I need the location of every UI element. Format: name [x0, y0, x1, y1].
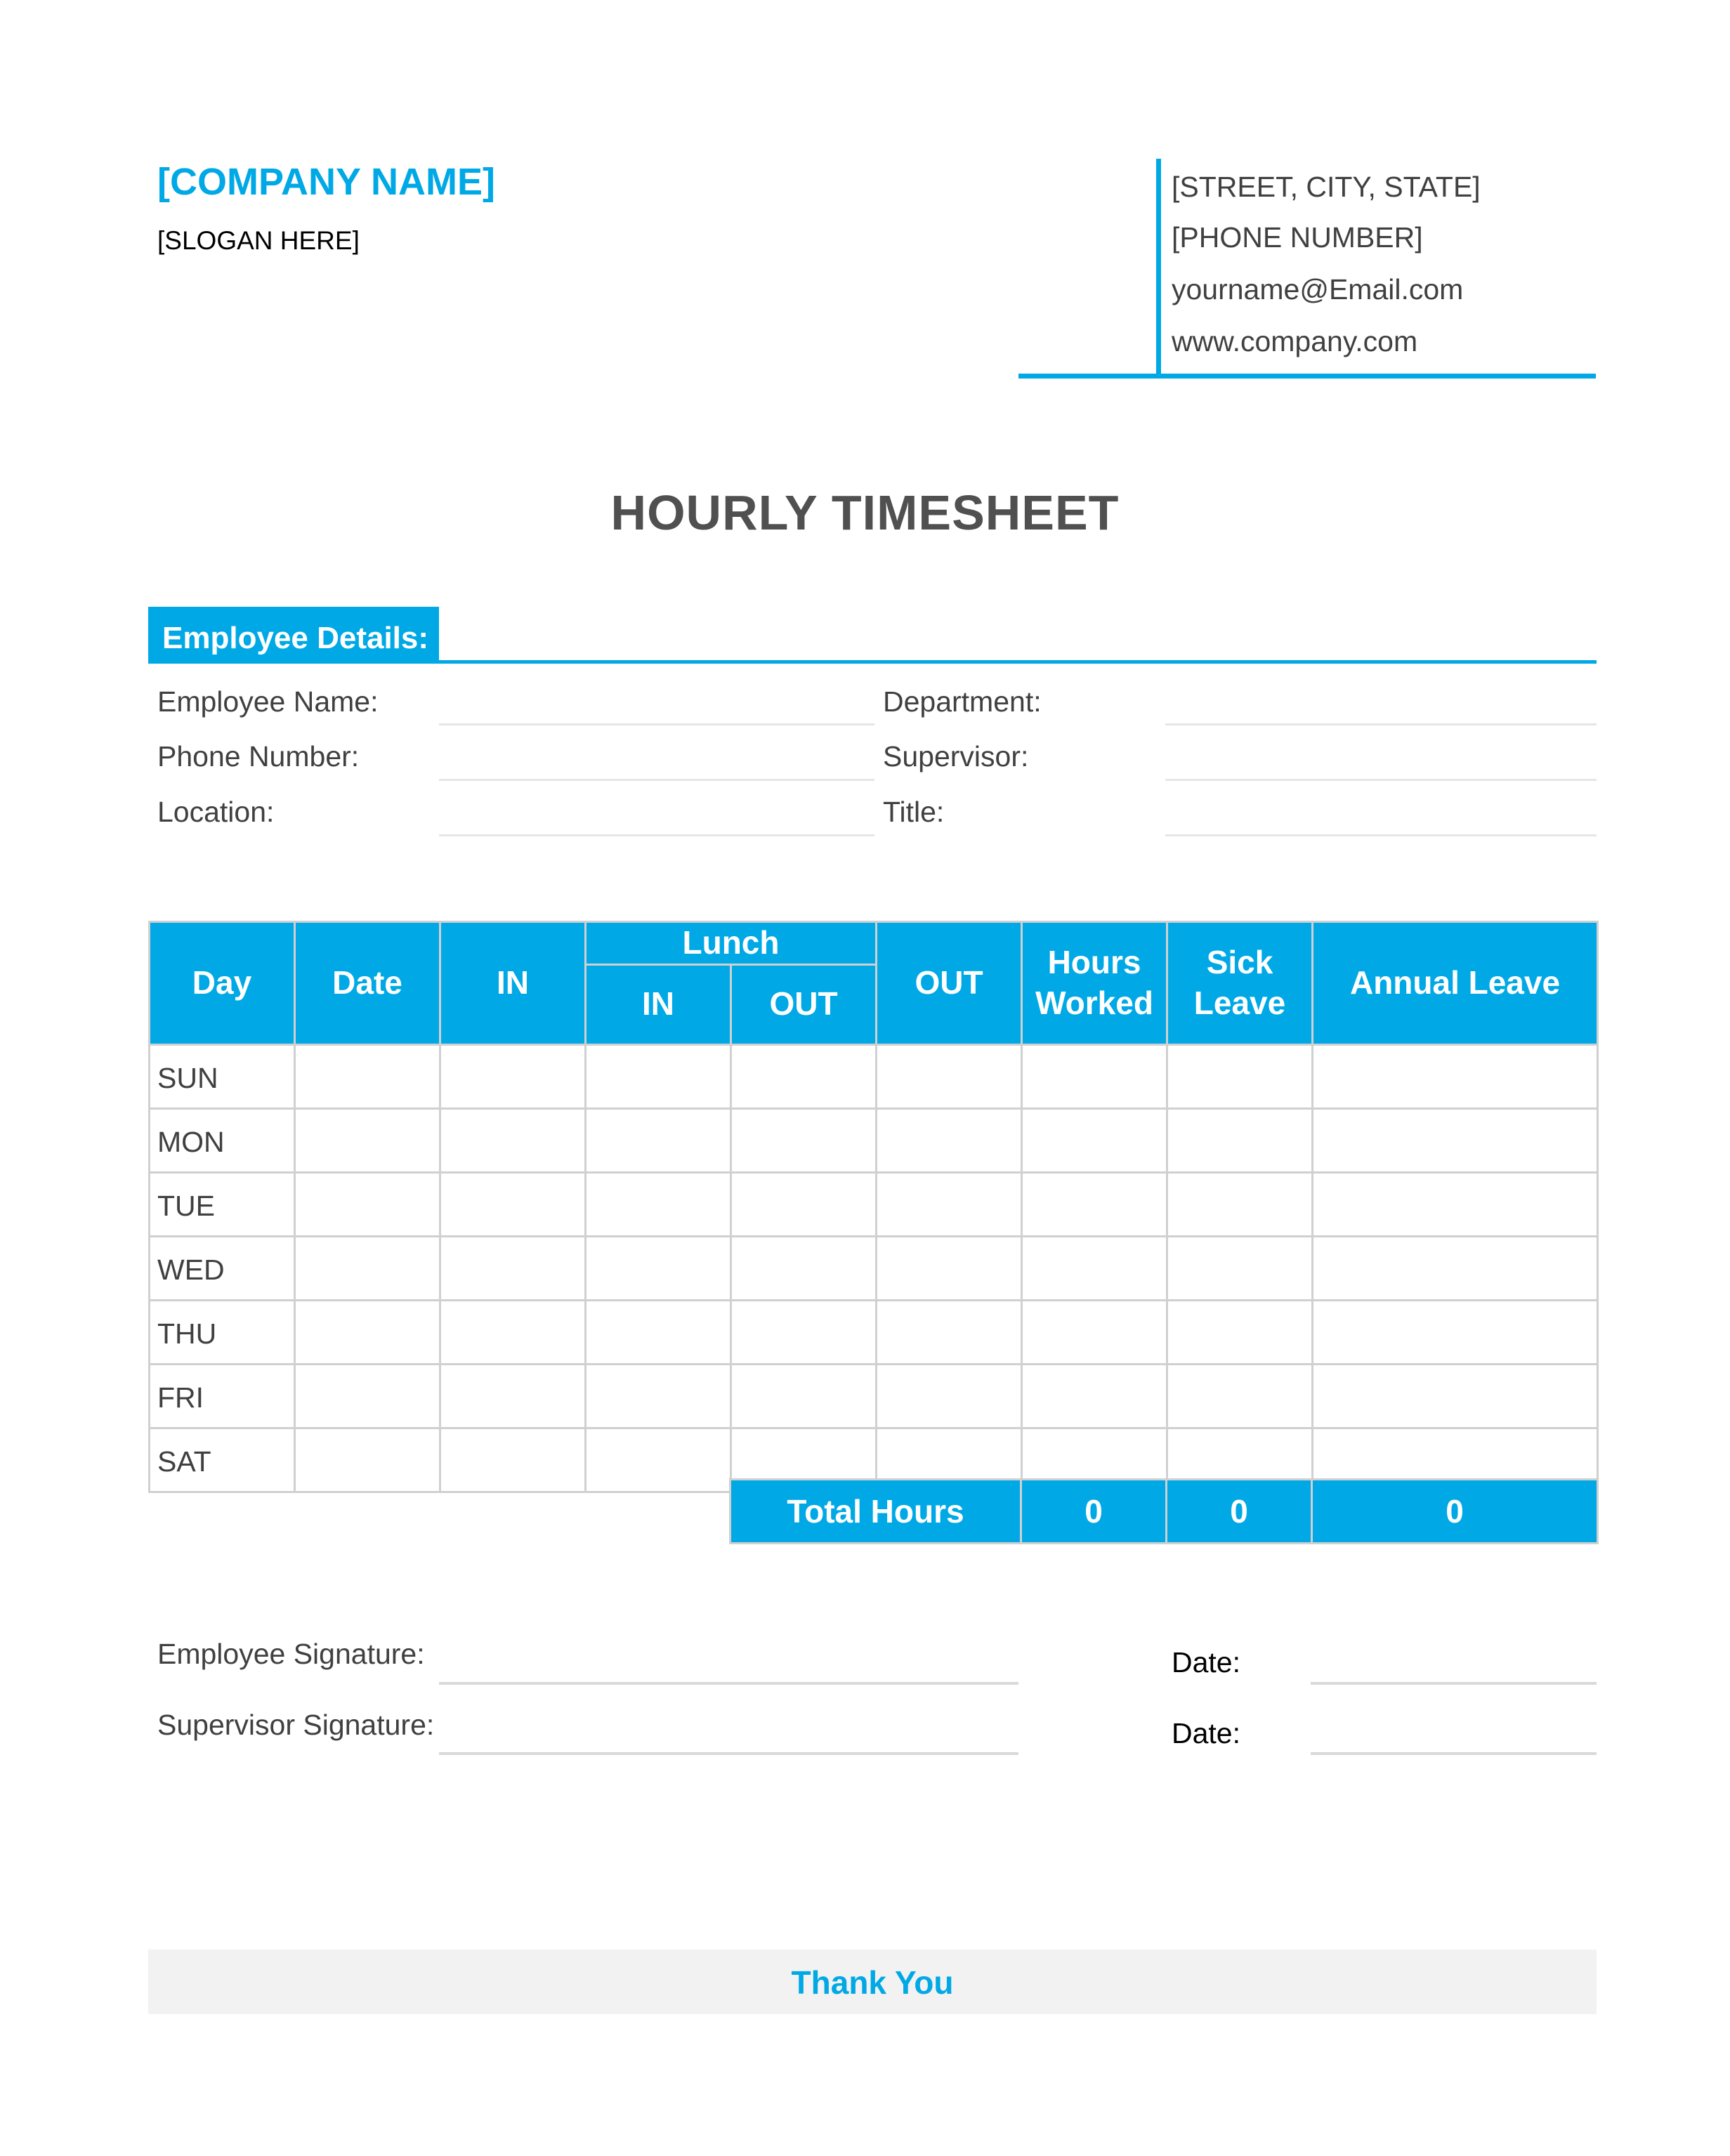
out-cell[interactable] [877, 1044, 1022, 1108]
location-field[interactable] [439, 834, 874, 836]
timesheet-table [148, 921, 1599, 1493]
sick-leave-cell[interactable] [1167, 1044, 1313, 1108]
table-row [150, 1300, 1598, 1364]
title-field[interactable] [1165, 834, 1597, 836]
supervisor-signature-label: Supervisor Signature: [157, 1709, 435, 1741]
total-sick-leave: 0 [1167, 1480, 1312, 1544]
lunch-in-cell[interactable] [586, 1428, 731, 1492]
employee-date-field[interactable] [1311, 1682, 1597, 1685]
day-cell: SUN [150, 1044, 295, 1108]
supervisor-label: Supervisor: [883, 740, 1029, 773]
lunch-in-cell[interactable] [586, 1108, 731, 1172]
header-sick-leave-line2: Leave [1193, 984, 1286, 1021]
hours-worked-cell[interactable] [1022, 1236, 1167, 1300]
out-cell[interactable] [877, 1236, 1022, 1300]
lunch-out-cell[interactable] [731, 1044, 877, 1108]
out-cell[interactable] [877, 1300, 1022, 1364]
contact-address: [STREET, CITY, STATE] [1172, 171, 1481, 203]
in-cell[interactable] [440, 1108, 586, 1172]
header-hours-worked [1022, 922, 1167, 1045]
page-title: HOURLY TIMESHEET [610, 485, 1120, 540]
out-cell[interactable] [877, 1172, 1022, 1236]
in-cell[interactable] [440, 1172, 586, 1236]
lunch-out-cell[interactable] [731, 1172, 877, 1236]
hours-worked-cell[interactable] [1022, 1044, 1167, 1108]
total-hours-label: Total Hours [730, 1480, 1021, 1544]
header-lunch-out: OUT [731, 964, 877, 1044]
header-hours-worked-line2: Worked [1035, 984, 1153, 1021]
out-cell[interactable] [877, 1108, 1022, 1172]
contact-divider-vertical [1156, 159, 1161, 378]
header-day: Day [150, 922, 295, 1045]
employee-details-rule [148, 660, 1597, 664]
employee-signature-label: Employee Signature: [157, 1638, 425, 1670]
footer-thank-you: Thank You [791, 1964, 954, 2001]
employee-name-field[interactable] [439, 723, 874, 725]
date-cell[interactable] [295, 1044, 440, 1108]
table-row [150, 1172, 1598, 1236]
in-cell[interactable] [440, 1236, 586, 1300]
hours-worked-cell[interactable] [1022, 1108, 1167, 1172]
header-annual-leave: Annual Leave [1313, 922, 1598, 1045]
location-label: Location: [157, 796, 275, 828]
supervisor-field[interactable] [1165, 779, 1597, 781]
annual-leave-cell[interactable] [1313, 1300, 1598, 1364]
annual-leave-cell[interactable] [1313, 1172, 1598, 1236]
employee-name-label: Employee Name: [157, 685, 379, 718]
department-label: Department: [883, 685, 1042, 718]
sick-leave-cell[interactable] [1167, 1300, 1313, 1364]
table-row [150, 1108, 1598, 1172]
employee-details-heading: Employee Details: [148, 607, 439, 663]
in-cell[interactable] [440, 1300, 586, 1364]
header-lunch: Lunch [586, 922, 877, 965]
header-hours-worked-line1: Hours [1047, 944, 1141, 981]
phone-number-label: Phone Number: [157, 740, 360, 773]
header-lunch-in: IN [586, 964, 731, 1044]
day-cell: TUE [150, 1172, 295, 1236]
out-cell[interactable] [877, 1364, 1022, 1428]
employee-date-label: Date: [1172, 1646, 1240, 1678]
hours-worked-cell[interactable] [1022, 1364, 1167, 1428]
day-cell: FRI [150, 1364, 295, 1428]
company-slogan: [SLOGAN HERE] [157, 226, 360, 255]
in-cell[interactable] [440, 1428, 586, 1492]
sick-leave-cell[interactable] [1167, 1108, 1313, 1172]
employee-signature-field[interactable] [439, 1682, 1018, 1685]
title-label: Title: [883, 796, 945, 828]
department-field[interactable] [1165, 723, 1597, 725]
header-date: Date [295, 922, 440, 1045]
header-sick-leave [1167, 922, 1313, 1045]
lunch-in-cell[interactable] [586, 1364, 731, 1428]
day-cell: THU [150, 1300, 295, 1364]
lunch-in-cell[interactable] [586, 1172, 731, 1236]
date-cell[interactable] [295, 1236, 440, 1300]
supervisor-signature-field[interactable] [439, 1752, 1018, 1755]
annual-leave-cell[interactable] [1313, 1364, 1598, 1428]
lunch-in-cell[interactable] [586, 1300, 731, 1364]
day-cell: MON [150, 1108, 295, 1172]
lunch-out-cell[interactable] [731, 1236, 877, 1300]
contact-phone: [PHONE NUMBER] [1172, 221, 1423, 254]
contact-divider-horizontal [1018, 374, 1596, 379]
date-cell[interactable] [295, 1300, 440, 1364]
totals-table [729, 1478, 1599, 1544]
sick-leave-cell[interactable] [1167, 1236, 1313, 1300]
hours-worked-cell[interactable] [1022, 1300, 1167, 1364]
header-out: OUT [877, 922, 1022, 1045]
lunch-in-cell[interactable] [586, 1044, 731, 1108]
contact-email: yourname@Email.com [1172, 273, 1464, 305]
annual-leave-cell[interactable] [1313, 1044, 1598, 1108]
phone-number-field[interactable] [439, 779, 874, 781]
date-cell[interactable] [295, 1172, 440, 1236]
date-cell[interactable] [295, 1108, 440, 1172]
company-name: [COMPANY NAME] [157, 161, 495, 203]
sick-leave-cell[interactable] [1167, 1172, 1313, 1236]
in-cell[interactable] [440, 1044, 586, 1108]
annual-leave-cell[interactable] [1313, 1108, 1598, 1172]
header-in: IN [440, 922, 586, 1045]
lunch-out-cell[interactable] [731, 1364, 877, 1428]
table-row [150, 1364, 1598, 1428]
day-cell: WED [150, 1236, 295, 1300]
lunch-in-cell[interactable] [586, 1236, 731, 1300]
lunch-out-cell[interactable] [731, 1300, 877, 1364]
day-cell: SAT [150, 1428, 295, 1492]
table-row [150, 1236, 1598, 1300]
hours-worked-cell[interactable] [1022, 1172, 1167, 1236]
header-sick-leave-line1: Sick [1206, 944, 1273, 981]
total-annual-leave: 0 [1312, 1480, 1598, 1544]
sick-leave-cell[interactable] [1167, 1364, 1313, 1428]
date-cell[interactable] [295, 1364, 440, 1428]
total-hours-worked: 0 [1021, 1480, 1167, 1544]
in-cell[interactable] [440, 1364, 586, 1428]
annual-leave-cell[interactable] [1313, 1236, 1598, 1300]
supervisor-date-field[interactable] [1311, 1752, 1597, 1755]
lunch-out-cell[interactable] [731, 1108, 877, 1172]
contact-website: www.company.com [1172, 325, 1418, 357]
supervisor-date-label: Date: [1172, 1717, 1240, 1749]
table-row [150, 1044, 1598, 1108]
date-cell[interactable] [295, 1428, 440, 1492]
